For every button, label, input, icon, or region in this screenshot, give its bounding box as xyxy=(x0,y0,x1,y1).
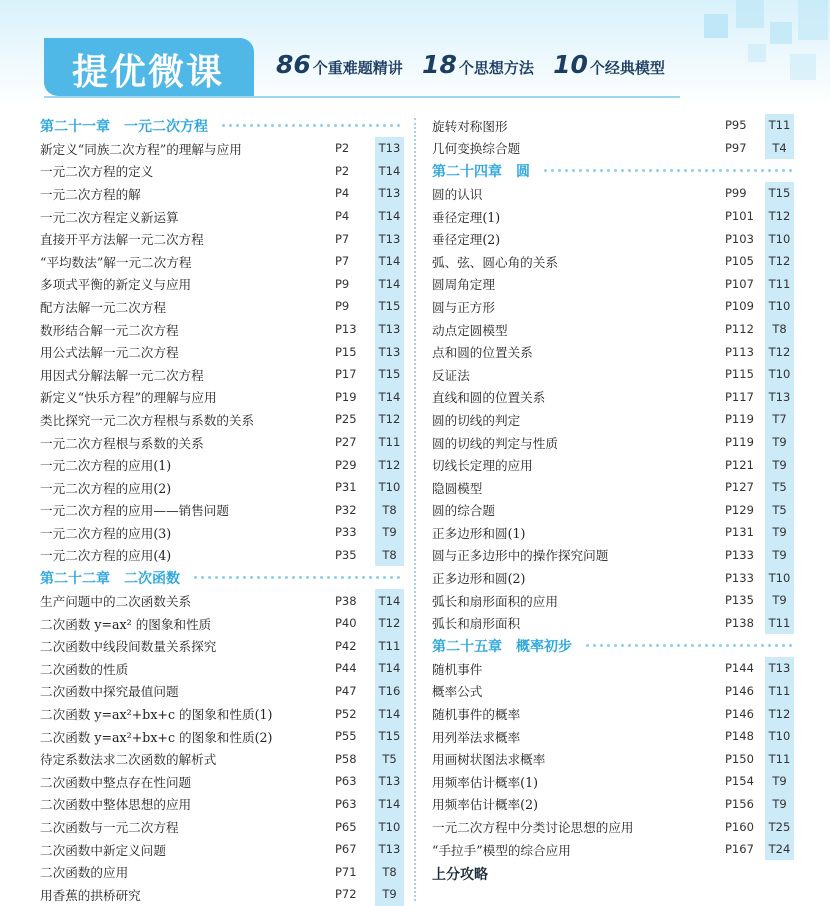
entry-page: P4 xyxy=(335,209,350,224)
toc-entry[interactable] xyxy=(432,137,794,160)
entry-title: 垂径定理(2) xyxy=(432,232,501,248)
entry-title: 二次函数中整点存在性问题 xyxy=(40,774,192,790)
entry-code: T10 xyxy=(765,227,794,250)
chapter-dotted-rule xyxy=(584,643,794,648)
toc-entry[interactable] xyxy=(40,815,404,838)
entry-code: T14 xyxy=(375,657,404,680)
entry-title: 随机事件的概率 xyxy=(432,707,521,723)
toc-entry[interactable] xyxy=(40,137,404,160)
toc-entry[interactable] xyxy=(432,318,794,341)
entry-title: 一元二次方程的应用(4) xyxy=(40,548,172,564)
toc-entry[interactable] xyxy=(432,657,794,680)
entry-title: 弧长和扇形面积的应用 xyxy=(432,593,558,609)
toc-entry[interactable] xyxy=(40,340,404,363)
entry-page: P63 xyxy=(335,774,357,789)
entry-title: 二次函数 y=ax² 的图象和性质 xyxy=(40,616,212,632)
entry-title: 几何变换综合题 xyxy=(432,141,521,157)
toc-entry[interactable] xyxy=(432,114,794,137)
decor-square xyxy=(790,54,816,80)
entry-title: 类比探究一元二次方程根与系数的关系 xyxy=(40,412,255,428)
toc-entry[interactable] xyxy=(432,363,794,386)
entry-code: T14 xyxy=(375,273,404,296)
entry-page: P9 xyxy=(335,276,350,291)
toc-entry[interactable] xyxy=(40,476,404,499)
entry-code: T11 xyxy=(765,611,794,634)
entry-title: 一元二次方程的应用——销售问题 xyxy=(40,503,229,519)
tagline-number: 10 xyxy=(553,50,588,79)
tagline-item xyxy=(276,50,403,79)
entry-page: P109 xyxy=(725,299,754,314)
entry-title: 用频率估计概率(2) xyxy=(432,797,538,813)
entry-title: 反证法 xyxy=(432,367,470,383)
entry-page: P127 xyxy=(725,480,754,495)
entry-page: P144 xyxy=(725,661,754,676)
entry-code: T13 xyxy=(375,340,404,363)
chapter-dotted-rule xyxy=(220,123,404,128)
entry-code: T10 xyxy=(375,476,404,499)
entry-title: 二次函数中探究最值问题 xyxy=(40,684,179,700)
entry-page: P95 xyxy=(725,118,747,133)
entry-page: P19 xyxy=(335,389,357,404)
entry-code: T9 xyxy=(375,883,404,906)
entry-code: T8 xyxy=(375,544,404,567)
entry-title: 垂径定理(1) xyxy=(432,209,501,225)
entry-title: 弧、弦、圆心角的关系 xyxy=(432,254,558,270)
entry-title: 旋转对称图形 xyxy=(432,118,508,134)
toc-entry[interactable] xyxy=(432,453,794,476)
entry-page: P47 xyxy=(335,683,357,698)
chapter-heading xyxy=(432,634,794,657)
toc-entry[interactable] xyxy=(432,725,794,748)
entry-title: 数形结合解一元二次方程 xyxy=(40,322,179,338)
decor-square xyxy=(798,0,828,40)
decor-square xyxy=(704,14,728,38)
entry-page: P146 xyxy=(725,683,754,698)
toc-entry[interactable] xyxy=(40,386,404,409)
entry-title: 一元二次方程中分类讨论思想的应用 xyxy=(432,820,634,836)
toc-entry[interactable] xyxy=(432,566,794,589)
toc-entry[interactable] xyxy=(432,589,794,612)
tagline-item xyxy=(422,50,534,79)
entry-code: T13 xyxy=(375,318,404,341)
toc-entry[interactable] xyxy=(40,160,404,183)
entry-title: 切线长定理的应用 xyxy=(432,458,533,474)
entry-title: 一元二次方程的应用(2) xyxy=(40,480,172,496)
entry-code: T11 xyxy=(375,634,404,657)
chapter-title: 第二十五章 概率初步 xyxy=(432,638,572,655)
toc-entry[interactable] xyxy=(40,431,404,454)
entry-code: T14 xyxy=(375,250,404,273)
entry-title: 圆的切线的判定与性质 xyxy=(432,435,558,451)
entry-title: 用画树状图法求概率 xyxy=(432,752,546,768)
entry-title: 二次函数的应用 xyxy=(40,865,129,881)
entry-code: T12 xyxy=(765,340,794,363)
entry-code: T7 xyxy=(765,408,794,431)
entry-page: P131 xyxy=(725,525,754,540)
entry-title: 正多边形和圆(2) xyxy=(432,571,526,587)
entry-code: T11 xyxy=(765,680,794,703)
toc-entry[interactable] xyxy=(40,544,404,567)
chapter-heading xyxy=(40,114,404,137)
entry-page: P63 xyxy=(335,796,357,811)
entry-page: P148 xyxy=(725,729,754,744)
chapter-dotted-rule xyxy=(192,575,404,580)
entry-title: 配方法解一元二次方程 xyxy=(40,299,166,315)
entry-code: T10 xyxy=(765,363,794,386)
toc-entry[interactable] xyxy=(40,499,404,522)
toc-entry[interactable] xyxy=(432,793,794,816)
entry-code: T8 xyxy=(375,499,404,522)
toc-entry[interactable] xyxy=(432,408,794,431)
toc-entry[interactable] xyxy=(40,453,404,476)
chapter-heading xyxy=(432,159,794,182)
entry-code: T25 xyxy=(765,815,794,838)
entry-code: T10 xyxy=(375,815,404,838)
entry-title: 一元二次方程定义新运算 xyxy=(40,209,179,225)
entry-page: P150 xyxy=(725,751,754,766)
decor-square xyxy=(770,22,792,44)
entry-page: P119 xyxy=(725,435,754,450)
toc-entry[interactable] xyxy=(432,476,794,499)
toc-entry[interactable] xyxy=(40,250,404,273)
entry-page: P105 xyxy=(725,254,754,269)
entry-title: 待定系数法求二次函数的解析式 xyxy=(40,752,217,768)
entry-title: 用列举法求概率 xyxy=(432,729,521,745)
entry-page: P32 xyxy=(335,502,357,517)
entry-code: T16 xyxy=(375,680,404,703)
entry-code: T11 xyxy=(765,747,794,770)
entry-code: T13 xyxy=(375,137,404,160)
chapter-title: 第二十一章 一元二次方程 xyxy=(40,118,208,135)
toc-entry[interactable] xyxy=(432,431,794,454)
entry-code: T13 xyxy=(375,227,404,250)
section-subheading: 上分攻略 xyxy=(432,867,488,884)
entry-title: 动点定圆模型 xyxy=(432,322,508,338)
entry-code: T15 xyxy=(765,182,794,205)
entry-code: T14 xyxy=(375,702,404,725)
entry-code: T14 xyxy=(375,205,404,228)
toc-entry[interactable] xyxy=(40,408,404,431)
entry-code: T11 xyxy=(765,273,794,296)
entry-code: T9 xyxy=(765,793,794,816)
entry-code: T9 xyxy=(765,770,794,793)
toc-entry[interactable] xyxy=(432,815,794,838)
toc-entry[interactable] xyxy=(432,499,794,522)
toc-entry[interactable] xyxy=(432,544,794,567)
decor-square xyxy=(748,44,766,62)
tagline-number: 18 xyxy=(422,50,457,79)
toc-entry[interactable] xyxy=(40,838,404,861)
entry-code: T11 xyxy=(375,431,404,454)
entry-page: P58 xyxy=(335,751,357,766)
entry-title: 多项式平衡的新定义与应用 xyxy=(40,277,192,293)
entry-page: P4 xyxy=(335,186,350,201)
toc-entry[interactable] xyxy=(40,612,404,635)
toc-entry[interactable] xyxy=(432,680,794,703)
toc-entry[interactable] xyxy=(40,793,404,816)
toc-entry[interactable] xyxy=(40,702,404,725)
entry-code: T13 xyxy=(765,657,794,680)
entry-page: P133 xyxy=(725,570,754,585)
toc-entry[interactable] xyxy=(432,611,794,634)
entry-page: P72 xyxy=(335,887,357,902)
entry-code: T11 xyxy=(765,114,794,137)
tagline-item xyxy=(553,50,665,79)
entry-title: 二次函数中整体思想的应用 xyxy=(40,797,192,813)
entry-title: 用因式分解法解一元二次方程 xyxy=(40,367,204,383)
entry-title: 圆的综合题 xyxy=(432,503,495,519)
toc-entry[interactable] xyxy=(432,386,794,409)
entry-code: T9 xyxy=(375,521,404,544)
entry-code: T12 xyxy=(375,612,404,635)
entry-title: 弧长和扇形面积 xyxy=(432,616,521,632)
toc-entry[interactable] xyxy=(40,883,404,906)
entry-title: 正多边形和圆(1) xyxy=(432,525,526,541)
entry-page: P17 xyxy=(335,367,357,382)
toc-entry[interactable] xyxy=(40,363,404,386)
entry-code: T14 xyxy=(375,589,404,612)
entry-title: 概率公式 xyxy=(432,684,483,700)
toc-entry[interactable] xyxy=(432,770,794,793)
entry-page: P119 xyxy=(725,412,754,427)
entry-title: 直接开平方法解一元二次方程 xyxy=(40,232,204,248)
entry-title: 用香蕉的拱桥研究 xyxy=(40,887,141,903)
entry-title: 二次函数 y=ax²+bx+c 的图象和性质(2) xyxy=(40,729,273,745)
entry-code: T8 xyxy=(765,318,794,341)
toc-entry[interactable] xyxy=(40,747,404,770)
toc-entry[interactable] xyxy=(432,205,794,228)
entry-page: P15 xyxy=(335,344,357,359)
entry-code: T13 xyxy=(765,386,794,409)
tagline xyxy=(276,50,679,79)
entry-page: P42 xyxy=(335,638,357,653)
tagline-number: 86 xyxy=(276,50,311,79)
toc-entry[interactable] xyxy=(40,295,404,318)
entry-title: 一元二次方程的解 xyxy=(40,186,141,202)
toc-entry[interactable] xyxy=(40,657,404,680)
toc-entry[interactable] xyxy=(40,227,404,250)
entry-code: T5 xyxy=(375,747,404,770)
toc-entry[interactable] xyxy=(40,860,404,883)
entry-page: P113 xyxy=(725,344,754,359)
entry-page: P25 xyxy=(335,412,357,427)
page-title: 提优微课 xyxy=(72,52,225,93)
entry-page: P115 xyxy=(725,367,754,382)
tagline-text: 个思想方法 xyxy=(458,59,534,77)
toc-entry[interactable] xyxy=(40,521,404,544)
entry-page: P67 xyxy=(335,842,357,857)
entry-page: P167 xyxy=(725,842,754,857)
entry-title: 一元二次方程根与系数的关系 xyxy=(40,435,204,451)
toc-entry[interactable] xyxy=(40,770,404,793)
entry-page: P38 xyxy=(335,593,357,608)
entry-page: P35 xyxy=(335,547,357,562)
entry-page: P13 xyxy=(335,322,357,337)
entry-code: T12 xyxy=(765,205,794,228)
toc-entry[interactable] xyxy=(40,634,404,657)
entry-title: 二次函数与一元二次方程 xyxy=(40,820,179,836)
toc-entry[interactable] xyxy=(432,227,794,250)
entry-page: P156 xyxy=(725,796,754,811)
toc-left-column xyxy=(40,114,404,906)
entry-page: P40 xyxy=(335,616,357,631)
entry-page: P133 xyxy=(725,547,754,562)
entry-code: T9 xyxy=(765,453,794,476)
decor-square xyxy=(736,0,764,28)
entry-page: P138 xyxy=(725,615,754,630)
entry-code: T9 xyxy=(765,544,794,567)
toc-entry[interactable] xyxy=(40,205,404,228)
entry-page: P99 xyxy=(725,186,747,201)
entry-page: P55 xyxy=(335,729,357,744)
chapter-heading xyxy=(40,566,404,589)
chapter-dotted-rule xyxy=(542,168,794,173)
entry-page: P2 xyxy=(335,163,350,178)
entry-title: 新定义“同族二次方程”的理解与应用 xyxy=(40,141,242,157)
entry-code: T14 xyxy=(375,386,404,409)
entry-page: P52 xyxy=(335,706,357,721)
entry-code: T13 xyxy=(375,838,404,861)
entry-page: P117 xyxy=(725,389,754,404)
entry-code: T15 xyxy=(375,363,404,386)
entry-title: 直线和圆的位置关系 xyxy=(432,390,546,406)
entry-page: P33 xyxy=(335,525,357,540)
tagline-text: 个经典模型 xyxy=(589,59,665,77)
toc-entry[interactable] xyxy=(40,182,404,205)
entry-title: 新定义“快乐方程”的理解与应用 xyxy=(40,390,217,406)
entry-title: “平均数法”解一元二次方程 xyxy=(40,254,192,270)
entry-title: 圆与正多边形中的操作探究问题 xyxy=(432,548,609,564)
entry-code: T12 xyxy=(765,250,794,273)
entry-page: P9 xyxy=(335,299,350,314)
entry-page: P112 xyxy=(725,322,754,337)
entry-title: 圆周角定理 xyxy=(432,277,495,293)
entry-code: T15 xyxy=(375,725,404,748)
toc-entry[interactable] xyxy=(432,273,794,296)
entry-page: P101 xyxy=(725,209,754,224)
entry-code: T10 xyxy=(765,725,794,748)
entry-page: P27 xyxy=(335,435,357,450)
toc-entry[interactable] xyxy=(432,250,794,273)
toc-entry[interactable] xyxy=(432,295,794,318)
toc-right-column xyxy=(432,114,794,888)
entry-code: T9 xyxy=(765,431,794,454)
toc-entry[interactable] xyxy=(432,702,794,725)
toc-entry[interactable] xyxy=(432,521,794,544)
entry-title: 随机事件 xyxy=(432,661,483,677)
entry-title: “手拉手”模型的综合应用 xyxy=(432,842,571,858)
entry-code: T12 xyxy=(765,702,794,725)
entry-code: T5 xyxy=(765,476,794,499)
entry-title: 二次函数中新定义问题 xyxy=(40,842,166,858)
entry-page: P44 xyxy=(335,661,357,676)
entry-title: 一元二次方程的应用(3) xyxy=(40,525,172,541)
entry-title: 隐圆模型 xyxy=(432,480,483,496)
entry-code: T8 xyxy=(375,860,404,883)
entry-code: T12 xyxy=(375,453,404,476)
entry-code: T10 xyxy=(765,566,794,589)
entry-title: 用公式法解一元二次方程 xyxy=(40,345,179,361)
toc-entry[interactable] xyxy=(40,680,404,703)
chapter-title: 第二十二章 二次函数 xyxy=(40,570,180,587)
entry-code: T14 xyxy=(375,793,404,816)
entry-page: P7 xyxy=(335,254,350,269)
toc-entry[interactable] xyxy=(40,318,404,341)
entry-code: T9 xyxy=(765,589,794,612)
entry-code: T13 xyxy=(375,770,404,793)
entry-code: T9 xyxy=(765,521,794,544)
toc-entry[interactable] xyxy=(432,747,794,770)
entry-code: T15 xyxy=(375,295,404,318)
entry-code: T24 xyxy=(765,838,794,861)
toc-entry[interactable] xyxy=(432,838,794,861)
entry-title: 点和圆的位置关系 xyxy=(432,345,533,361)
entry-title: 一元二次方程的定义 xyxy=(40,164,154,180)
entry-page: P129 xyxy=(725,502,754,517)
tagline-text: 个重难题精讲 xyxy=(312,59,403,77)
entry-page: P2 xyxy=(335,141,350,156)
entry-code: T14 xyxy=(375,160,404,183)
entry-page: P71 xyxy=(335,864,357,879)
entry-page: P31 xyxy=(335,480,357,495)
entry-title: 二次函数的性质 xyxy=(40,661,129,677)
entry-title: 圆的认识 xyxy=(432,186,483,202)
entry-title: 一元二次方程的应用(1) xyxy=(40,458,172,474)
entry-page: P146 xyxy=(725,706,754,721)
entry-title: 生产问题中的二次函数关系 xyxy=(40,594,192,610)
chapter-title: 第二十四章 圆 xyxy=(432,163,530,180)
entry-page: P97 xyxy=(725,140,747,155)
entry-page: P7 xyxy=(335,231,350,246)
entry-title: 用频率估计概率(1) xyxy=(432,774,538,790)
entry-page: P160 xyxy=(725,819,754,834)
entry-code: T5 xyxy=(765,499,794,522)
entry-title: 二次函数 y=ax²+bx+c 的图象和性质(1) xyxy=(40,707,273,723)
header-rule xyxy=(44,96,680,98)
entry-code: T13 xyxy=(375,182,404,205)
entry-code: T12 xyxy=(375,408,404,431)
entry-title: 圆的切线的判定 xyxy=(432,412,521,428)
toc-entry[interactable] xyxy=(432,340,794,363)
entry-page: P65 xyxy=(335,819,357,834)
entry-page: P154 xyxy=(725,774,754,789)
toc-entry[interactable] xyxy=(40,273,404,296)
toc-entry[interactable] xyxy=(40,725,404,748)
entry-page: P107 xyxy=(725,276,754,291)
column-divider xyxy=(414,118,416,901)
entry-code: T4 xyxy=(765,137,794,160)
entry-page: P29 xyxy=(335,457,357,472)
entry-code: T10 xyxy=(765,295,794,318)
toc-entry[interactable] xyxy=(432,182,794,205)
entry-page: P121 xyxy=(725,457,754,472)
entry-page: P103 xyxy=(725,231,754,246)
entry-page: P135 xyxy=(725,593,754,608)
toc-entry[interactable] xyxy=(40,589,404,612)
entry-title: 二次函数中线段间数量关系探究 xyxy=(40,639,217,655)
entry-title: 圆与正方形 xyxy=(432,299,495,315)
